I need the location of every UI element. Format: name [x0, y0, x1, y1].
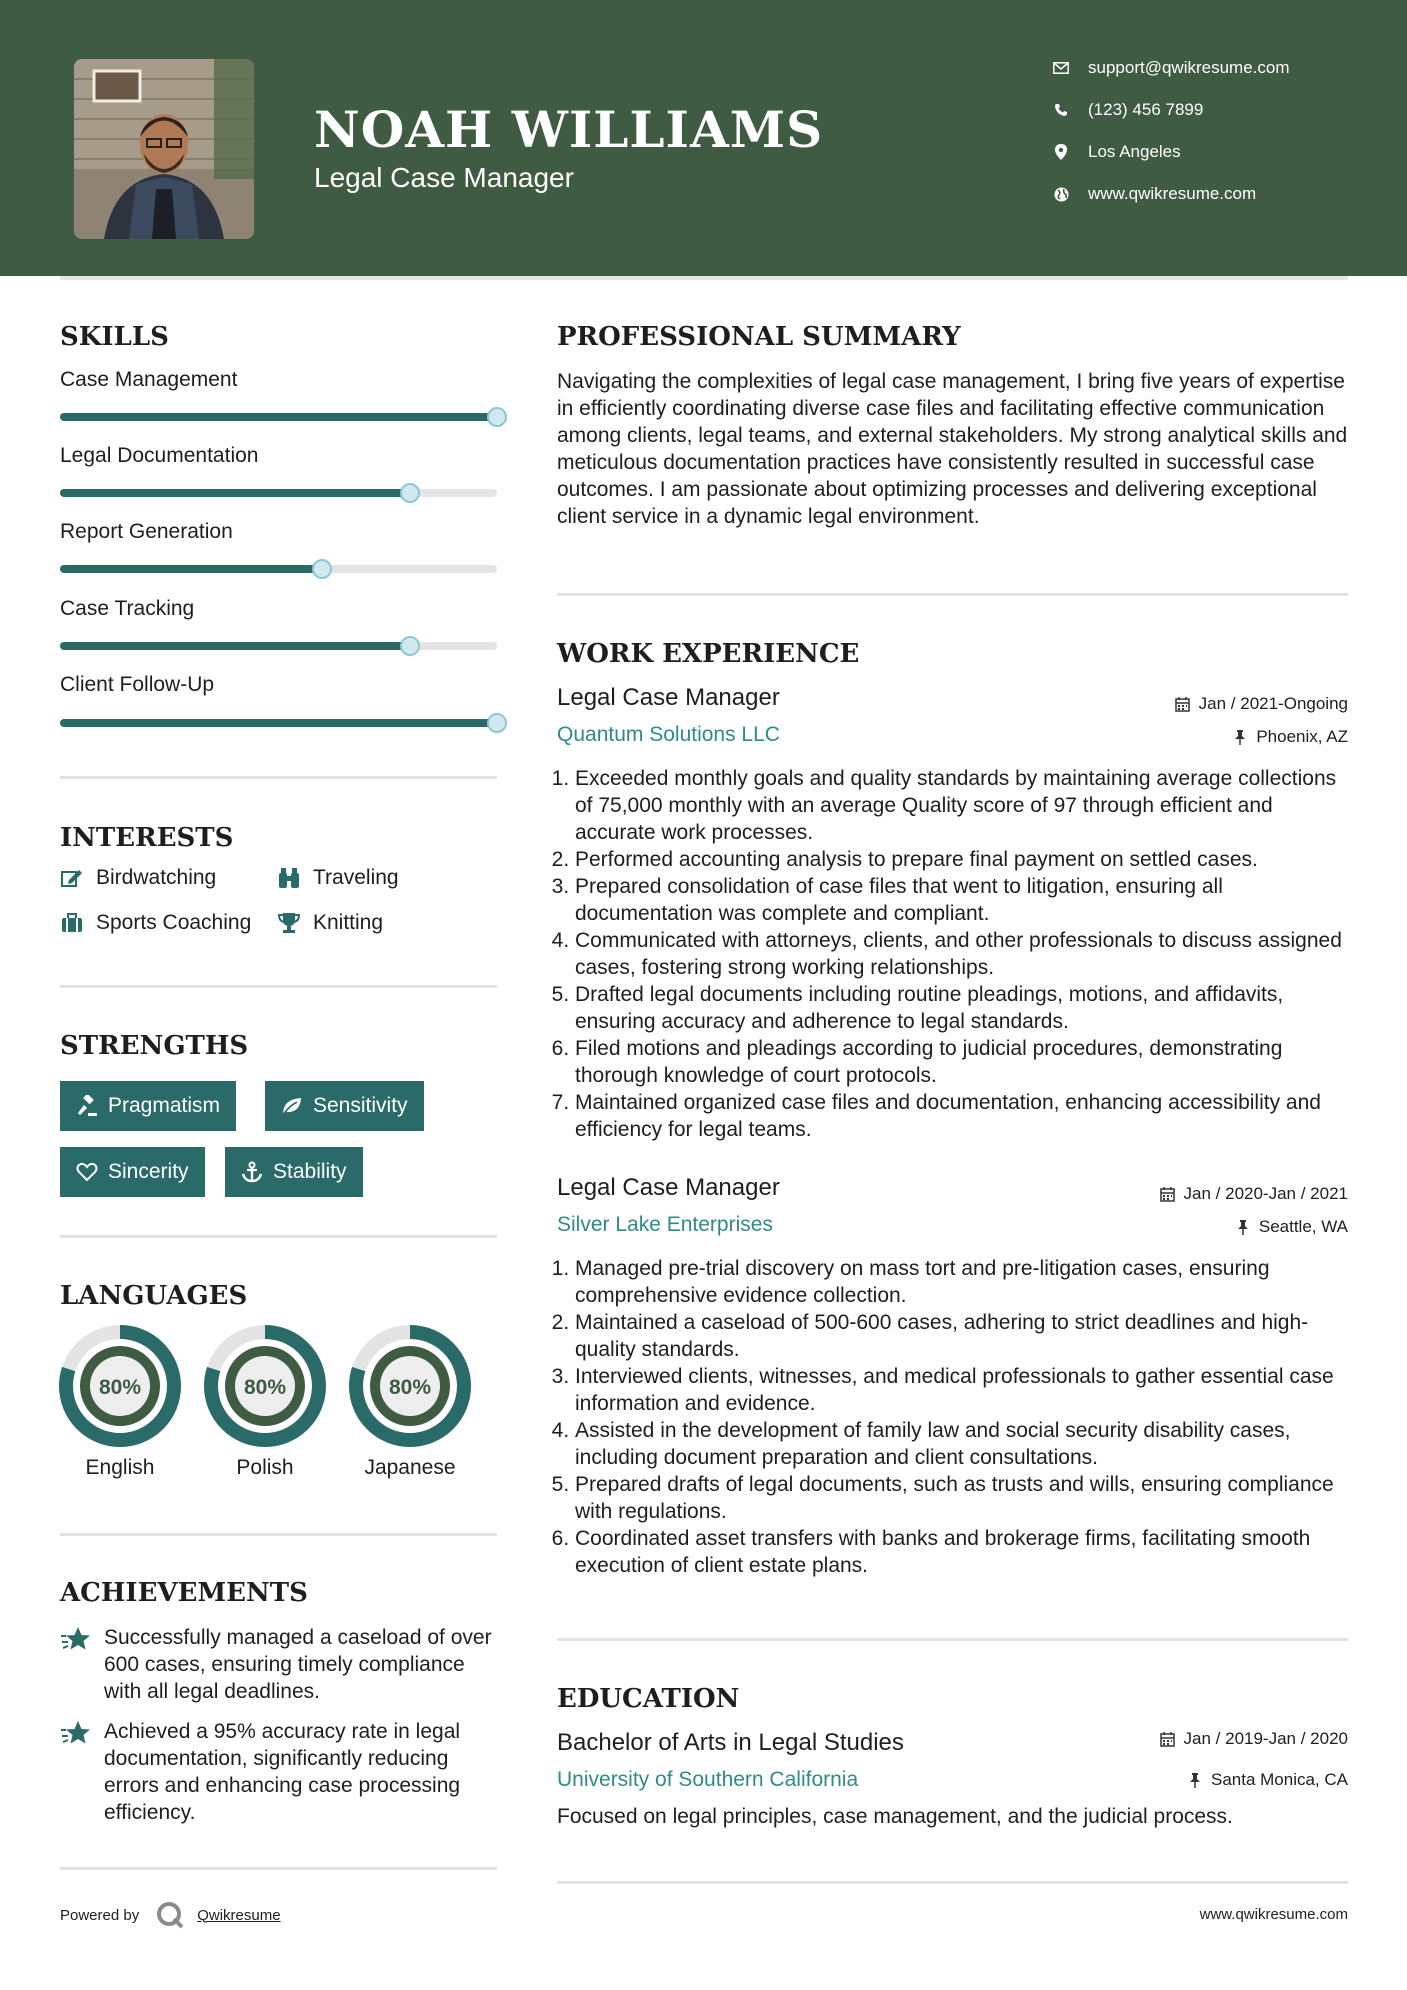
education-dates: [1160, 1729, 1348, 1749]
skill-bar-knob: [312, 559, 332, 579]
interest-label: Traveling: [313, 866, 399, 889]
school-name: University of Southern California: [557, 1768, 859, 1791]
calendar-icon: [1160, 1186, 1176, 1202]
section-divider: [60, 1235, 497, 1238]
interest-label: Birdwatching: [96, 866, 217, 889]
job-location: [1232, 727, 1348, 747]
job-duties-list: [557, 1255, 1350, 1579]
contact-website[interactable]: [1052, 184, 1256, 204]
globe-icon: [1052, 185, 1070, 203]
skill-name: Client Follow-Up: [60, 673, 215, 696]
job-duty: 5. Prepared drafts of legal documents, such as trusts and wills, ensuring compliance with regulations.: [575, 1471, 1350, 1525]
language-name: Japanese: [364, 1456, 456, 1479]
contact-website-text: www.qwikresume.com: [1088, 184, 1257, 203]
language-ring: [203, 1324, 327, 1448]
skill-bar: [60, 565, 497, 573]
skill-bar-fill: [60, 489, 410, 497]
company-name: Quantum Solutions LLC: [557, 723, 780, 746]
language-name: Polish: [236, 1456, 294, 1479]
skill-bar: [60, 642, 497, 650]
languages-heading: LANGUAGES: [60, 1281, 248, 1311]
degree-title: Bachelor of Arts in Legal Studies: [557, 1729, 904, 1756]
section-divider: [60, 776, 497, 779]
skill-name: Case Tracking: [60, 597, 195, 620]
interests-heading: INTERESTS: [60, 823, 234, 853]
job-duty: 6. Coordinated asset transfers with banks and brokerage firms, facilitating smooth execution of client estate plans.: [575, 1525, 1350, 1579]
pushpin-icon: [1235, 1219, 1251, 1235]
job-duties-list: [557, 765, 1350, 1143]
achievement-item: [60, 1718, 500, 1826]
skill-bar-knob: [400, 483, 420, 503]
strength-label: Stability: [273, 1160, 347, 1183]
achievements-heading: ACHIEVEMENTS: [60, 1578, 308, 1608]
job-duty: 7. Maintained organized case files and documentation, enhancing accessibility and efficiency for legal teams.: [575, 1089, 1350, 1143]
job-duty: 2. Performed accounting analysis to prepare final payment on settled cases.: [575, 846, 1350, 873]
summary-heading: PROFESSIONAL SUMMARY: [557, 322, 961, 352]
job-dates-text: Jan / 2021-Ongoing: [1198, 694, 1348, 713]
strength-tag: [60, 1081, 236, 1131]
skill-name: Report Generation: [60, 520, 233, 543]
briefcase-icon: [60, 911, 84, 935]
education-location-text: Santa Monica, CA: [1210, 1770, 1348, 1789]
section-divider: [60, 985, 497, 988]
summary-text: Navigating the complexities of legal case management, I bring five years of expertise in efficiently coordinating diverse case files and facilitating effective communication among clients, legal teams, and external stakeholders. My strong analytical skills and meticulous documentation practices have consistently resulted in successful case outcomes. I am passionate about optimizing processes and delivering exceptional client service in a dynamic legal environment.: [557, 370, 1348, 528]
skills-heading: SKILLS: [60, 322, 169, 352]
skill-bar-knob: [400, 636, 420, 656]
section-divider: [60, 1533, 497, 1536]
company-name: Silver Lake Enterprises: [557, 1213, 773, 1236]
strength-label: Pragmatism: [108, 1094, 221, 1117]
skill-bar: [60, 719, 497, 727]
skill-name: Case Management: [60, 368, 238, 391]
map-pin-icon: [1052, 143, 1070, 161]
trophy-icon: [277, 911, 301, 935]
skill-bar-knob: [487, 407, 507, 427]
interest-label: Knitting: [313, 911, 384, 934]
strength-label: Sincerity: [108, 1160, 189, 1183]
job-location-text: Seattle, WA: [1258, 1217, 1348, 1236]
education-heading: EDUCATION: [557, 1684, 740, 1714]
envelope-icon: [1052, 59, 1070, 77]
pushpin-icon: [1232, 729, 1248, 745]
calendar-icon: [1175, 696, 1191, 712]
interest-item: [60, 911, 251, 935]
language-item: [58, 1324, 182, 1480]
job-title: Legal Case Manager: [557, 1174, 780, 1201]
job-dates-text: Jan / 2020-Jan / 2021: [1183, 1184, 1348, 1203]
profile-photo: [74, 59, 254, 239]
footer-website[interactable]: www.qwikresume.com: [1199, 1906, 1348, 1923]
achievement-item: [60, 1624, 500, 1705]
pushpin-icon: [1187, 1772, 1203, 1788]
job-duty: 4. Communicated with attorneys, clients, and other professionals to discuss assigned cases, fostering strong working relationships.: [575, 927, 1350, 981]
interest-item: [60, 866, 216, 890]
education-dates-text: Jan / 2019-Jan / 2020: [1183, 1729, 1348, 1748]
star-badge-icon: [60, 1624, 92, 1656]
skill-bar: [60, 413, 497, 421]
interest-item: [277, 911, 383, 935]
contact-location-text: Los Angeles: [1088, 142, 1181, 161]
job-location: [1235, 1217, 1348, 1237]
achievement-text: Successfully managed a caseload of over 600 cases, ensuring timely compliance with all legal deadlines.: [104, 1626, 492, 1703]
skill-bar-fill: [60, 413, 497, 421]
job-duty: 3. Prepared consolidation of case files that went to litigation, ensuring all documentation was complete and compliant.: [575, 873, 1350, 927]
job-location-text: Phoenix, AZ: [1256, 727, 1348, 746]
achievement-text: Achieved a 95% accuracy rate in legal documentation, significantly reducing errors and enhancing case processing efficiency.: [104, 1720, 461, 1824]
strength-tag: [225, 1147, 363, 1197]
skill-bar-fill: [60, 565, 322, 573]
job-duty: 5. Drafted legal documents including routine pleadings, motions, and affidavits, ensuring accuracy and adherence to legal standards.: [575, 981, 1350, 1035]
language-percent: 80%: [243, 1376, 287, 1399]
skill-bar-fill: [60, 642, 410, 650]
interest-label: Sports Coaching: [96, 911, 252, 934]
skill-bar-knob: [487, 713, 507, 733]
leaf-icon: [281, 1095, 303, 1117]
anchor-icon: [241, 1161, 263, 1183]
experience-heading: WORK EXPERIENCE: [557, 639, 860, 669]
edit-icon: [60, 866, 84, 890]
heart-icon: [76, 1161, 98, 1183]
language-percent: 80%: [388, 1376, 432, 1399]
job-duty: 4. Assisted in the development of family law and social security disability cases, including document preparation and client consultations.: [575, 1417, 1350, 1471]
candidate-title: Legal Case Manager: [314, 162, 574, 193]
contact-location: [1052, 142, 1181, 162]
contact-phone[interactable]: [1052, 100, 1203, 120]
strength-tag: [60, 1147, 205, 1197]
contact-email[interactable]: [1052, 58, 1290, 78]
contact-phone-text: (123) 456 7899: [1088, 100, 1204, 119]
powered-by-text: Powered by: [60, 1906, 140, 1924]
job-duty: 6. Filed motions and pleadings according to judicial procedures, demonstrating thorough knowledge of court protocols.: [575, 1035, 1350, 1089]
phone-icon: [1052, 101, 1070, 119]
footer-branding: [60, 1900, 281, 1930]
gavel-icon: [76, 1095, 98, 1117]
language-ring: [58, 1324, 182, 1448]
language-name: English: [85, 1456, 155, 1479]
job-duty: 1. Managed pre-trial discovery on mass tort and pre-litigation cases, ensuring comprehensive evidence collection.: [575, 1255, 1350, 1309]
strength-tag: [265, 1081, 424, 1131]
job-duty: 1. Exceeded monthly goals and quality standards by maintaining average collections of 75,000 monthly with an average Quality score of 97 through efficient and accurate work processes.: [575, 765, 1350, 846]
section-divider: [557, 1638, 1348, 1641]
star-badge-icon: [60, 1718, 92, 1750]
skill-name: Legal Documentation: [60, 444, 259, 467]
interest-item: [277, 866, 399, 890]
job-dates: [1160, 1184, 1348, 1204]
binoculars-icon: [277, 866, 301, 890]
language-ring: [348, 1324, 472, 1448]
contact-email-text: support@qwikresume.com: [1088, 58, 1290, 77]
language-percent: 80%: [98, 1376, 142, 1399]
qwikresume-logo-icon: [155, 1900, 185, 1930]
skill-bar-fill: [60, 719, 497, 727]
candidate-name: NOAH WILLIAMS: [314, 100, 824, 159]
language-item: [348, 1324, 472, 1480]
section-divider: [557, 1881, 1348, 1884]
skill-bar: [60, 489, 497, 497]
education-location: [1187, 1770, 1348, 1790]
job-duty: 2. Maintained a caseload of 500-600 cases, adhering to strict deadlines and high-quality standards.: [575, 1309, 1350, 1363]
section-divider: [557, 593, 1348, 596]
strengths-heading: STRENGTHS: [60, 1031, 249, 1061]
job-dates: [1175, 694, 1348, 714]
language-item: [203, 1324, 327, 1480]
calendar-icon: [1160, 1731, 1176, 1747]
job-duty: 3. Interviewed clients, witnesses, and medical professionals to gather essential case information and evidence.: [575, 1363, 1350, 1417]
job-title: Legal Case Manager: [557, 684, 780, 711]
qwikresume-link[interactable]: Qwikresume: [197, 1906, 281, 1924]
section-divider: [60, 1867, 497, 1870]
header-divider: [60, 276, 1348, 280]
strength-label: Sensitivity: [313, 1094, 408, 1117]
education-description: Focused on legal principles, case management, and the judicial process.: [557, 1805, 1233, 1828]
